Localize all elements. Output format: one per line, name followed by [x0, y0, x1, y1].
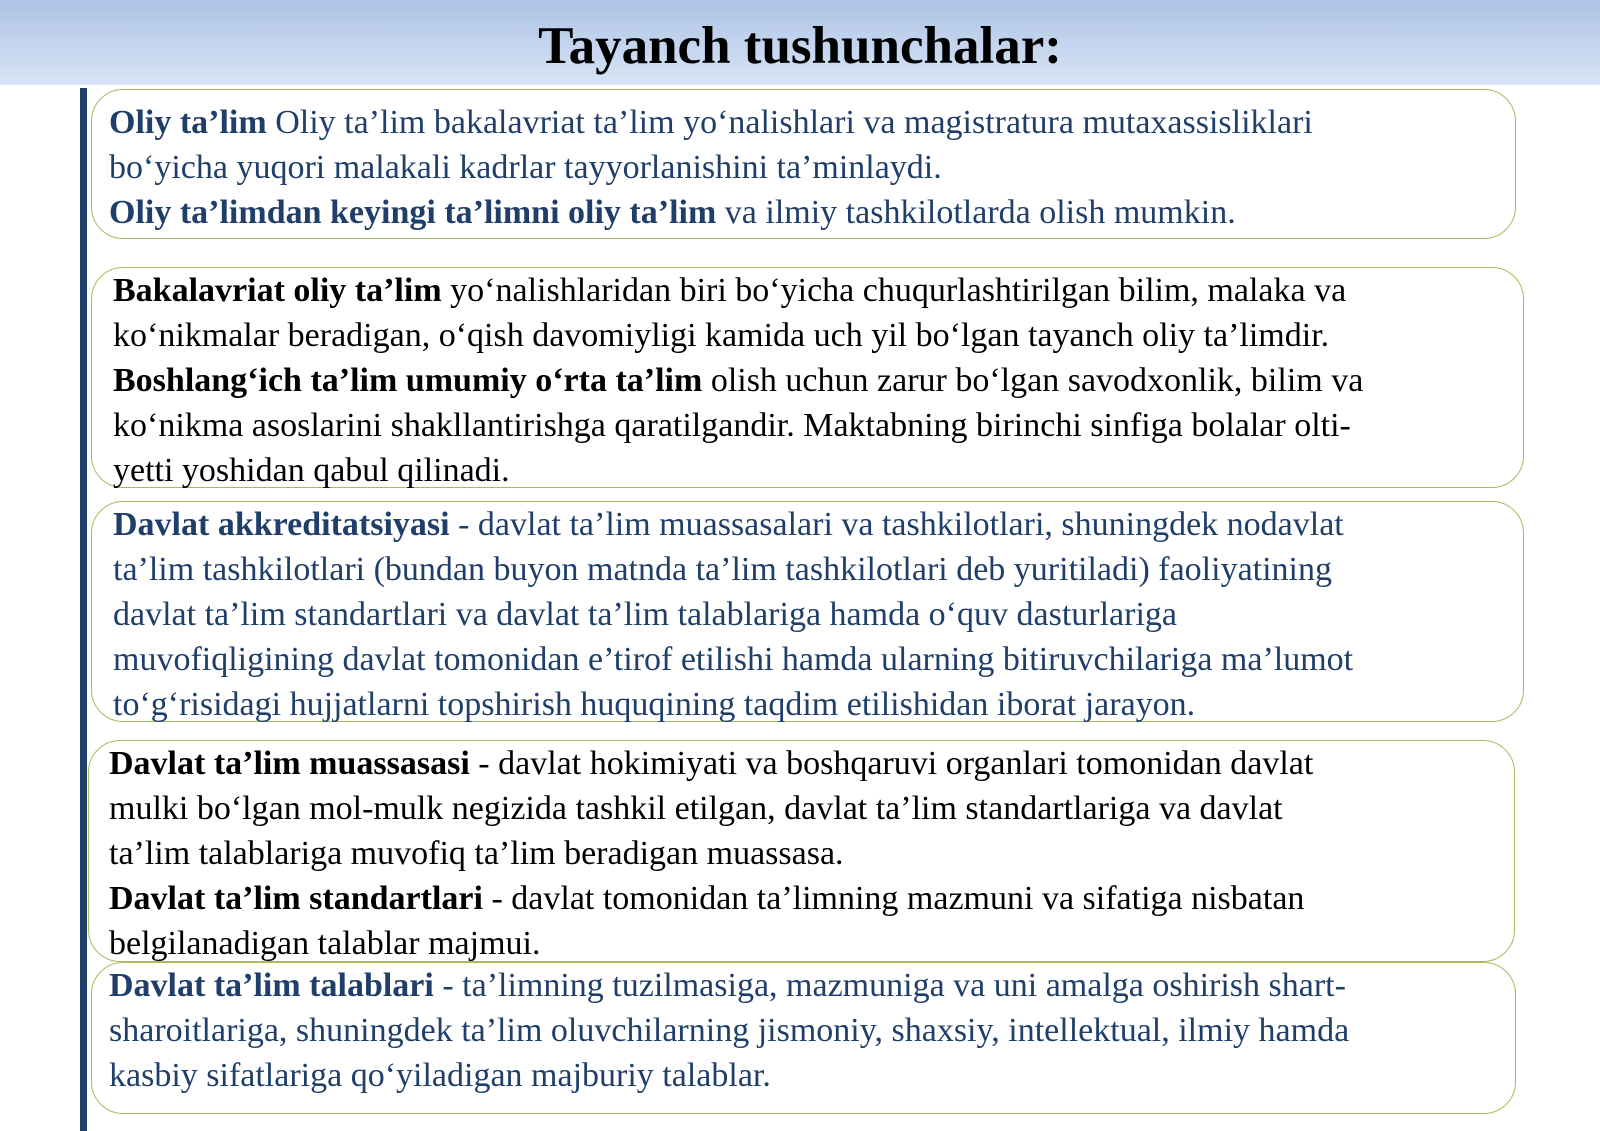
definition-box-state-requirements [91, 962, 1516, 1114]
accent-bar [80, 88, 87, 1131]
definition-line: muvofiqligining davlat tomonidan e’tirof etilishi hamda ularning bitiruvchilariga ma’lumot [113, 641, 1354, 678]
definition-line: yetti yoshidan qabul qilinadi. [113, 452, 510, 489]
title-band [0, 0, 1600, 85]
definition-box-state-institution-standards [88, 740, 1515, 962]
definition-line: mulki bo‘lgan mol-mulk negizida tashkil etilgan, davlat ta’lim standartlariga va davlat [109, 790, 1283, 827]
definition-line: belgilanadigan talablar majmui. [109, 925, 541, 962]
definition-term: Oliy ta’limdan keyingi ta’limni oliy ta’lim [109, 194, 717, 231]
definition-line [113, 358, 1523, 403]
definition-line [109, 100, 1515, 145]
definition-term: Davlat ta’lim muassasasi [109, 745, 470, 782]
definition-line [109, 963, 1515, 1008]
definition-line: bo‘yicha yuqori malakali kadrlar tayyorlanishini ta’minlaydi. [109, 149, 942, 186]
definition-line: to‘g‘risidagi hujjatlarni topshirish huquqining taqdim etilishidan iborat jarayon. [113, 686, 1196, 723]
definition-text: - davlat ta’lim muassasalari va tashkilotlari, shuningdek nodavlat [449, 506, 1344, 543]
definition-line: ko‘nikmalar beradigan, o‘qish davomiyligi kamida uch yil bo‘lgan tayanch oliy ta’limdir. [113, 317, 1330, 354]
definition-term: Oliy ta’lim [109, 104, 267, 141]
definition-term: Davlat ta’lim standartlari [109, 880, 483, 917]
definition-line: ko‘nikma asoslarini shakllantirishga qaratilgandir. Maktabning birinchi sinfiga bolalar olti- [113, 407, 1351, 444]
definition-line: ta’lim talablariga muvofiq ta’lim beradigan muassasa. [109, 835, 844, 872]
definition-term: Bakalavriat oliy ta’lim [113, 272, 442, 309]
definition-line [113, 268, 1523, 313]
definition-line: ta’lim tashkilotlari (bundan buyon matnda ta’lim tashkilotlari deb yuritiladi) faoliyatining [113, 551, 1333, 588]
definition-text: - ta’limning tuzilmasiga, mazmuniga va uni amalga oshirish shart- [433, 967, 1346, 1004]
definition-term: Boshlang‘ich ta’lim umumiy o‘rta ta’lim [113, 362, 703, 399]
definition-line [109, 876, 1514, 921]
definition-text: olish uchun zarur bo‘lgan savodxonlik, bilim va [702, 362, 1364, 399]
definition-text: yo‘nalishlaridan biri bo‘yicha chuqurlashtirilgan bilim, malaka va [441, 272, 1347, 309]
page-title: Tayanch tushunchalar: [538, 17, 1062, 75]
definition-text: Oliy ta’lim bakalavriat ta’lim yo‘nalishlari va magistratura mutaxassisliklari [266, 104, 1313, 141]
definition-text: - davlat hokimiyati va boshqaruvi organlari tomonidan davlat [469, 745, 1314, 782]
definition-line [113, 502, 1523, 547]
definition-line: sharoitlariga, shuningdek ta’lim oluvchilarning jismoniy, shaxsiy, intellektual, ilmiy hamda [109, 1012, 1350, 1049]
definition-line [109, 190, 1515, 235]
definition-term: Davlat akkreditatsiyasi [113, 506, 450, 543]
definition-text: va ilmiy tashkilotlarda olish mumkin. [716, 194, 1236, 231]
definition-term: Davlat ta’lim talablari [109, 967, 434, 1004]
definition-box-higher-education [91, 89, 1516, 239]
definition-line: davlat ta’lim standartlari va davlat ta’lim talablariga hamda o‘quv dasturlariga [113, 596, 1177, 633]
definition-line: kasbiy sifatlariga qo‘yiladigan majburiy talablar. [109, 1057, 771, 1094]
definition-box-bachelor-primary [91, 267, 1524, 488]
definition-line [109, 741, 1514, 786]
definition-box-state-accreditation [91, 501, 1524, 722]
definition-text: - davlat tomonidan ta’limning mazmuni va sifatiga nisbatan [482, 880, 1305, 917]
